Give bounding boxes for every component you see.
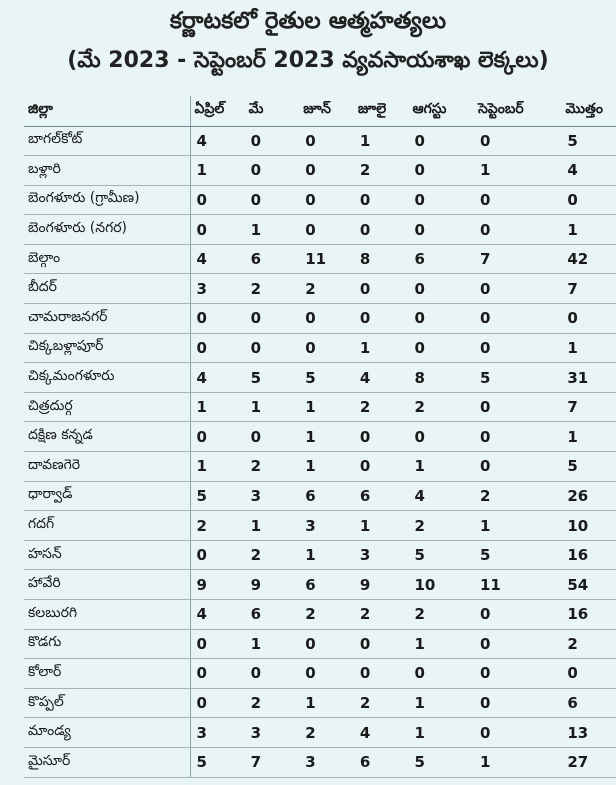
count-cell: 2 [408, 511, 474, 541]
district-cell: బెంగళూరు (గ్రామీణ) [24, 185, 190, 215]
count-cell: 5 [408, 747, 474, 777]
column-header: సెప్టెంబర్ [474, 96, 561, 126]
column-header: ఏప్రిల్ [190, 96, 245, 126]
count-cell: 5 [561, 452, 616, 482]
table-row [24, 511, 616, 541]
column-header: ఆగస్టు [408, 96, 474, 126]
count-cell: 11 [299, 244, 354, 274]
count-cell: 0 [299, 304, 354, 334]
table-row [24, 126, 616, 156]
district-cell: హసన్ [24, 540, 190, 570]
count-cell: 0 [354, 215, 409, 245]
page-title: కర్ణాటకలో రైతుల ఆత్మహత్యలు [169, 8, 447, 34]
count-cell: 0 [190, 333, 245, 363]
count-cell: 1 [561, 215, 616, 245]
table-row [24, 570, 616, 600]
count-cell: 2 [408, 600, 474, 630]
count-cell: 1 [474, 156, 561, 186]
count-cell: 1 [299, 392, 354, 422]
district-cell: బాగల్‌కోట్ [24, 126, 190, 156]
table-row [24, 659, 616, 689]
count-cell: 0 [245, 126, 300, 156]
count-cell: 1 [190, 452, 245, 482]
count-cell: 6 [245, 244, 300, 274]
district-cell: చిక్కబళ్లాపూర్ [24, 333, 190, 363]
count-cell: 5 [245, 363, 300, 393]
count-cell: 2 [408, 392, 474, 422]
count-cell: 5 [408, 540, 474, 570]
count-cell: 5 [190, 747, 245, 777]
table-row [24, 688, 616, 718]
count-cell: 13 [561, 718, 616, 748]
count-cell: 1 [408, 629, 474, 659]
district-cell: కలబురగి [24, 600, 190, 630]
table-row [24, 185, 616, 215]
count-cell: 1 [474, 747, 561, 777]
table-row [24, 629, 616, 659]
count-cell: 10 [408, 570, 474, 600]
count-cell: 31 [561, 363, 616, 393]
table-row [24, 274, 616, 304]
count-cell: 0 [474, 659, 561, 689]
district-cell: బెల్గాం [24, 244, 190, 274]
count-cell: 0 [299, 126, 354, 156]
district-cell: కొడగు [24, 629, 190, 659]
page-subtitle: (మే 2023 - సెప్టెంబర్ 2023 వ్యవసాయశాఖ లెక్కలు) [67, 48, 549, 73]
count-cell: 1 [354, 333, 409, 363]
count-cell: 2 [245, 540, 300, 570]
count-cell: 1 [408, 452, 474, 482]
count-cell: 2 [299, 718, 354, 748]
count-cell: 0 [190, 185, 245, 215]
count-cell: 1 [299, 452, 354, 482]
table-row [24, 392, 616, 422]
count-cell: 0 [354, 304, 409, 334]
count-cell: 2 [561, 629, 616, 659]
count-cell: 0 [474, 629, 561, 659]
count-cell: 8 [354, 244, 409, 274]
count-cell: 0 [245, 185, 300, 215]
count-cell: 1 [245, 629, 300, 659]
count-cell: 2 [474, 481, 561, 511]
district-cell: గదగ్ [24, 511, 190, 541]
count-cell: 16 [561, 600, 616, 630]
count-cell: 4 [408, 481, 474, 511]
count-cell: 2 [245, 452, 300, 482]
count-cell: 0 [354, 422, 409, 452]
count-cell: 0 [474, 600, 561, 630]
table-body [24, 126, 616, 777]
count-cell: 7 [561, 274, 616, 304]
count-cell: 0 [190, 422, 245, 452]
column-header: మొత్తం [561, 96, 616, 126]
count-cell: 0 [408, 304, 474, 334]
count-cell: 0 [245, 333, 300, 363]
district-cell: దక్షిణ కన్నడ [24, 422, 190, 452]
table-row [24, 333, 616, 363]
count-cell: 6 [354, 481, 409, 511]
count-cell: 1 [245, 215, 300, 245]
count-cell: 4 [190, 244, 245, 274]
count-cell: 1 [299, 422, 354, 452]
count-cell: 16 [561, 540, 616, 570]
table-header-row [24, 96, 616, 126]
count-cell: 9 [354, 570, 409, 600]
count-cell: 0 [474, 333, 561, 363]
count-cell: 0 [408, 126, 474, 156]
count-cell: 3 [299, 511, 354, 541]
column-header: జూలై [354, 96, 409, 126]
count-cell: 5 [299, 363, 354, 393]
count-cell: 2 [190, 511, 245, 541]
count-cell: 0 [474, 392, 561, 422]
count-cell: 0 [474, 452, 561, 482]
count-cell: 5 [474, 363, 561, 393]
count-cell: 4 [190, 363, 245, 393]
count-cell: 0 [190, 215, 245, 245]
count-cell: 4 [190, 600, 245, 630]
column-header: జిల్లా [24, 96, 190, 126]
district-cell: మైసూర్ [24, 747, 190, 777]
count-cell: 0 [474, 688, 561, 718]
count-cell: 0 [561, 304, 616, 334]
column-header: మే [245, 96, 300, 126]
count-cell: 3 [190, 274, 245, 304]
count-cell: 5 [561, 126, 616, 156]
count-cell: 2 [245, 274, 300, 304]
count-cell: 4 [561, 156, 616, 186]
count-cell: 0 [474, 718, 561, 748]
count-cell: 0 [190, 659, 245, 689]
count-cell: 2 [299, 274, 354, 304]
count-cell: 9 [245, 570, 300, 600]
count-cell: 0 [408, 659, 474, 689]
count-cell: 1 [190, 392, 245, 422]
count-cell: 2 [354, 156, 409, 186]
district-cell: దావణగెరె [24, 452, 190, 482]
district-cell: ధార్వాడ్ [24, 481, 190, 511]
district-cell: కోలార్ [24, 659, 190, 689]
count-cell: 1 [190, 156, 245, 186]
district-cell: బీదర్ [24, 274, 190, 304]
count-cell: 8 [408, 363, 474, 393]
district-cell: కొప్పల్ [24, 688, 190, 718]
count-cell: 26 [561, 481, 616, 511]
count-cell: 0 [474, 422, 561, 452]
count-cell: 4 [354, 363, 409, 393]
count-cell: 0 [408, 156, 474, 186]
count-cell: 6 [299, 481, 354, 511]
count-cell: 0 [299, 659, 354, 689]
count-cell: 7 [561, 392, 616, 422]
district-cell: బళ్లారి [24, 156, 190, 186]
table-row [24, 422, 616, 452]
count-cell: 2 [354, 600, 409, 630]
count-cell: 1 [408, 688, 474, 718]
count-cell: 4 [354, 718, 409, 748]
count-cell: 7 [474, 244, 561, 274]
count-cell: 1 [299, 688, 354, 718]
count-cell: 6 [245, 600, 300, 630]
count-cell: 1 [561, 422, 616, 452]
count-cell: 4 [190, 126, 245, 156]
count-cell: 6 [408, 244, 474, 274]
count-cell: 6 [561, 688, 616, 718]
count-cell: 6 [299, 570, 354, 600]
count-cell: 0 [190, 304, 245, 334]
count-cell: 0 [299, 629, 354, 659]
count-cell: 0 [354, 629, 409, 659]
count-cell: 5 [190, 481, 245, 511]
count-cell: 0 [299, 185, 354, 215]
count-cell: 0 [408, 215, 474, 245]
count-cell: 1 [245, 392, 300, 422]
table-row [24, 452, 616, 482]
count-cell: 0 [474, 185, 561, 215]
count-cell: 0 [408, 274, 474, 304]
count-cell: 1 [354, 511, 409, 541]
count-cell: 0 [474, 126, 561, 156]
count-cell: 1 [299, 540, 354, 570]
count-cell: 0 [408, 422, 474, 452]
table-row [24, 215, 616, 245]
column-header: జూన్ [299, 96, 354, 126]
count-cell: 2 [354, 688, 409, 718]
count-cell: 0 [408, 185, 474, 215]
count-cell: 1 [474, 511, 561, 541]
count-cell: 0 [474, 304, 561, 334]
count-cell: 0 [299, 215, 354, 245]
table-row [24, 600, 616, 630]
district-cell: మాండ్య [24, 718, 190, 748]
table-row [24, 540, 616, 570]
count-cell: 0 [245, 659, 300, 689]
count-cell: 0 [354, 274, 409, 304]
count-cell: 2 [299, 600, 354, 630]
count-cell: 0 [190, 629, 245, 659]
count-cell: 3 [354, 540, 409, 570]
district-cell: బెంగళూరు (నగర) [24, 215, 190, 245]
count-cell: 0 [561, 659, 616, 689]
table-row [24, 304, 616, 334]
district-cell: చిత్రదుర్గ [24, 392, 190, 422]
farmer-suicides-table [24, 96, 616, 778]
count-cell: 0 [245, 422, 300, 452]
count-cell: 10 [561, 511, 616, 541]
table-row [24, 747, 616, 777]
table-row [24, 156, 616, 186]
count-cell: 0 [474, 215, 561, 245]
count-cell: 54 [561, 570, 616, 600]
count-cell: 2 [245, 688, 300, 718]
count-cell: 0 [474, 274, 561, 304]
count-cell: 0 [354, 185, 409, 215]
district-cell: చిక్కమంగళూరు [24, 363, 190, 393]
count-cell: 9 [190, 570, 245, 600]
count-cell: 0 [354, 452, 409, 482]
count-cell: 3 [299, 747, 354, 777]
count-cell: 0 [354, 659, 409, 689]
count-cell: 2 [354, 392, 409, 422]
count-cell: 0 [190, 688, 245, 718]
count-cell: 3 [245, 718, 300, 748]
table-row [24, 244, 616, 274]
count-cell: 3 [245, 481, 300, 511]
count-cell: 0 [190, 540, 245, 570]
count-cell: 5 [474, 540, 561, 570]
count-cell: 0 [245, 304, 300, 334]
count-cell: 0 [408, 333, 474, 363]
table-row [24, 481, 616, 511]
count-cell: 27 [561, 747, 616, 777]
count-cell: 3 [190, 718, 245, 748]
count-cell: 42 [561, 244, 616, 274]
count-cell: 1 [561, 333, 616, 363]
count-cell: 0 [561, 185, 616, 215]
count-cell: 0 [245, 156, 300, 186]
count-cell: 6 [354, 747, 409, 777]
count-cell: 1 [408, 718, 474, 748]
count-cell: 1 [354, 126, 409, 156]
count-cell: 7 [245, 747, 300, 777]
district-cell: చామరాజనగర్ [24, 304, 190, 334]
table-row [24, 718, 616, 748]
count-cell: 11 [474, 570, 561, 600]
count-cell: 0 [299, 156, 354, 186]
district-cell: హావేరి [24, 570, 190, 600]
count-cell: 1 [245, 511, 300, 541]
count-cell: 0 [299, 333, 354, 363]
table-row [24, 363, 616, 393]
